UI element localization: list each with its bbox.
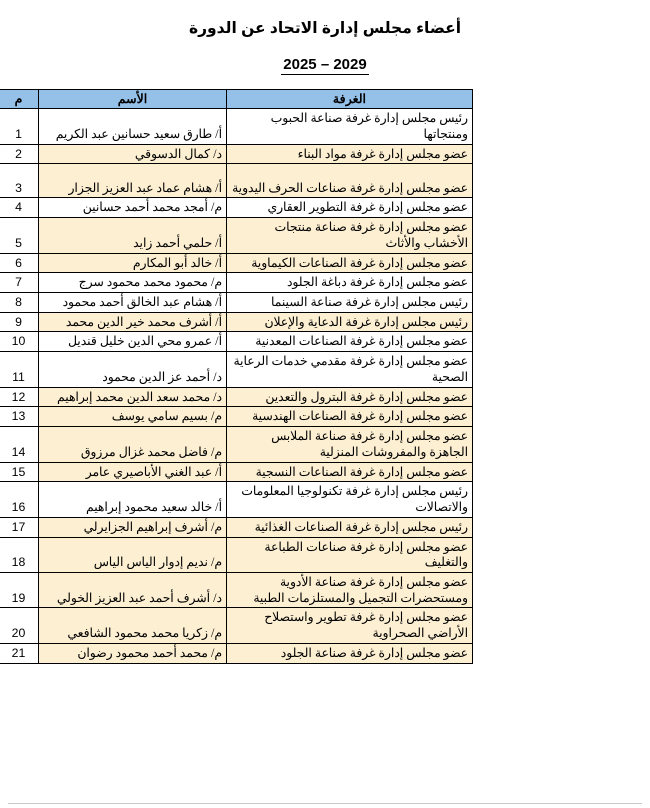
column-header-chamber: الغرفة <box>227 90 473 109</box>
cell-number: 6 <box>0 253 39 273</box>
table-row <box>0 198 473 218</box>
cell-chamber: عضو مجلس إدارة غرفة صناعة الملابس الجاهزة والمفروشات المنزلية <box>227 427 473 462</box>
table-row <box>0 537 473 572</box>
cell-name: م/ نديم إدوار الياس الياس <box>39 537 227 572</box>
cell-chamber: عضو مجلس إدارة غرفة الصناعات المعدنية <box>227 332 473 352</box>
page-bottom-rule <box>8 803 642 804</box>
cell-name: أ/ طارق سعيد حسانين عبد الكريم <box>39 109 227 144</box>
cell-number: 5 <box>0 218 39 253</box>
document-period: 2025 – 2029 <box>283 55 367 73</box>
cell-chamber: عضو مجلس إدارة غرفة صناعة منتجات الأخشاب والأثاث <box>227 218 473 253</box>
cell-chamber: رئيس مجلس إدارة غرفة صناعة السينما <box>227 292 473 312</box>
cell-number: 3 <box>0 164 39 198</box>
cell-chamber: عضو مجلس إدارة غرفة صناعة الجلود <box>227 643 473 663</box>
table-row <box>0 407 473 427</box>
period-wrapper <box>0 56 650 75</box>
cell-name: م/ محمد أحمد محمود رضوان <box>39 643 227 663</box>
cell-chamber: عضو مجلس إدارة غرفة الصناعات الكيماوية <box>227 253 473 273</box>
cell-chamber: عضو مجلس إدارة غرفة الصناعات النسجية <box>227 462 473 482</box>
cell-number: 7 <box>0 273 39 293</box>
cell-number: 17 <box>0 517 39 537</box>
cell-name: د/ أشرف أحمد عبد العزيز الخولي <box>39 573 227 608</box>
cell-number: 15 <box>0 462 39 482</box>
title-block <box>0 0 650 75</box>
cell-number: 9 <box>0 312 39 332</box>
cell-name: أ/ هشام عبد الخالق أحمد محمود <box>39 292 227 312</box>
cell-number: 12 <box>0 387 39 407</box>
cell-name: أ/ خالد أبو المكارم <box>39 253 227 273</box>
cell-name: م/ محمود محمد محمود سرج <box>39 273 227 293</box>
table-row <box>0 109 473 144</box>
cell-name: م/ زكريا محمد محمود الشافعي <box>39 608 227 643</box>
cell-name: أ/ عمرو محي الدين خليل قنديل <box>39 332 227 352</box>
cell-number: 21 <box>0 643 39 663</box>
cell-chamber: عضو مجلس إدارة غرفة الصناعات الهندسية <box>227 407 473 427</box>
table-row <box>0 462 473 482</box>
cell-name: د/ كمال الدسوقي <box>39 144 227 164</box>
cell-name: أ/ عبد الغني الأباصيري عامر <box>39 462 227 482</box>
cell-name: أ/ خالد سعيد محمود إبراهيم <box>39 482 227 517</box>
table-row <box>0 164 473 198</box>
cell-name: أ/ حلمي أحمد زايد <box>39 218 227 253</box>
cell-name: د/ محمد سعد الدين محمد إبراهيم <box>39 387 227 407</box>
table-row <box>0 387 473 407</box>
table-row <box>0 643 473 663</box>
cell-name: د/ أحمد عز الدين محمود <box>39 352 227 387</box>
cell-chamber: عضو مجلس إدارة غرفة دباغة الجلود <box>227 273 473 293</box>
members-table-container <box>0 89 473 664</box>
cell-chamber: رئيس مجلس إدارة غرفة صناعة الحبوب ومنتجاتها <box>227 109 473 144</box>
cell-name: م/ أمجد محمد أحمد حسانين <box>39 198 227 218</box>
table-row <box>0 573 473 608</box>
members-table <box>0 89 473 664</box>
cell-name: م/ أشرف إبراهيم الجزايرلي <box>39 517 227 537</box>
table-row <box>0 332 473 352</box>
cell-chamber: عضو مجلس إدارة غرفة مقدمي خدمات الرعاية الصحية <box>227 352 473 387</box>
cell-chamber: عضو مجلس إدارة غرفة تطوير واستصلاح الأراضي الصحراوية <box>227 608 473 643</box>
cell-chamber: رئيس مجلس إدارة غرفة الدعاية والإعلان <box>227 312 473 332</box>
cell-number: 14 <box>0 427 39 462</box>
cell-name: م/ بسيم سامي يوسف <box>39 407 227 427</box>
cell-chamber: عضو مجلس إدارة غرفة البترول والتعدين <box>227 387 473 407</box>
cell-chamber: عضو مجلس إدارة غرفة صناعة الأدوية ومستحضرات التجميل والمستلزمات الطبية <box>227 573 473 608</box>
cell-chamber: رئيس مجلس إدارة غرفة الصناعات الغذائية <box>227 517 473 537</box>
table-row <box>0 352 473 387</box>
cell-chamber: عضو مجلس إدارة غرفة مواد البناء <box>227 144 473 164</box>
cell-chamber: رئيس مجلس إدارة غرفة تكنولوجيا المعلومات والاتصالات <box>227 482 473 517</box>
cell-number: 18 <box>0 537 39 572</box>
cell-number: 10 <box>0 332 39 352</box>
table-header-row <box>0 90 473 109</box>
cell-number: 20 <box>0 608 39 643</box>
column-header-number: م <box>0 90 39 109</box>
cell-name: أ/ أشرف محمد خير الدين محمد <box>39 312 227 332</box>
table-row <box>0 253 473 273</box>
cell-chamber: عضو مجلس إدارة غرفة التطوير العقاري <box>227 198 473 218</box>
cell-number: 1 <box>0 109 39 144</box>
cell-number: 11 <box>0 352 39 387</box>
column-header-name: الأسم <box>39 90 227 109</box>
table-body <box>0 109 473 664</box>
cell-name: م/ فاضل محمد غزال مرزوق <box>39 427 227 462</box>
table-row <box>0 482 473 517</box>
cell-number: 16 <box>0 482 39 517</box>
cell-chamber: عضو مجلس إدارة غرفة صناعات الطباعة والتغليف <box>227 537 473 572</box>
table-row <box>0 608 473 643</box>
table-row <box>0 218 473 253</box>
table-row <box>0 517 473 537</box>
cell-chamber: عضو مجلس إدارة غرفة صناعات الحرف اليدوية <box>227 164 473 198</box>
table-row <box>0 144 473 164</box>
cell-number: 4 <box>0 198 39 218</box>
cell-number: 8 <box>0 292 39 312</box>
cell-name: أ/ هشام عماد عبد العزيز الجزار <box>39 164 227 198</box>
cell-number: 2 <box>0 144 39 164</box>
table-row <box>0 273 473 293</box>
table-header <box>0 90 473 109</box>
table-row <box>0 312 473 332</box>
page-title: أعضاء مجلس إدارة الاتحاد عن الدورة <box>188 20 462 37</box>
table-row <box>0 292 473 312</box>
table-row <box>0 427 473 462</box>
cell-number: 19 <box>0 573 39 608</box>
cell-number: 13 <box>0 407 39 427</box>
